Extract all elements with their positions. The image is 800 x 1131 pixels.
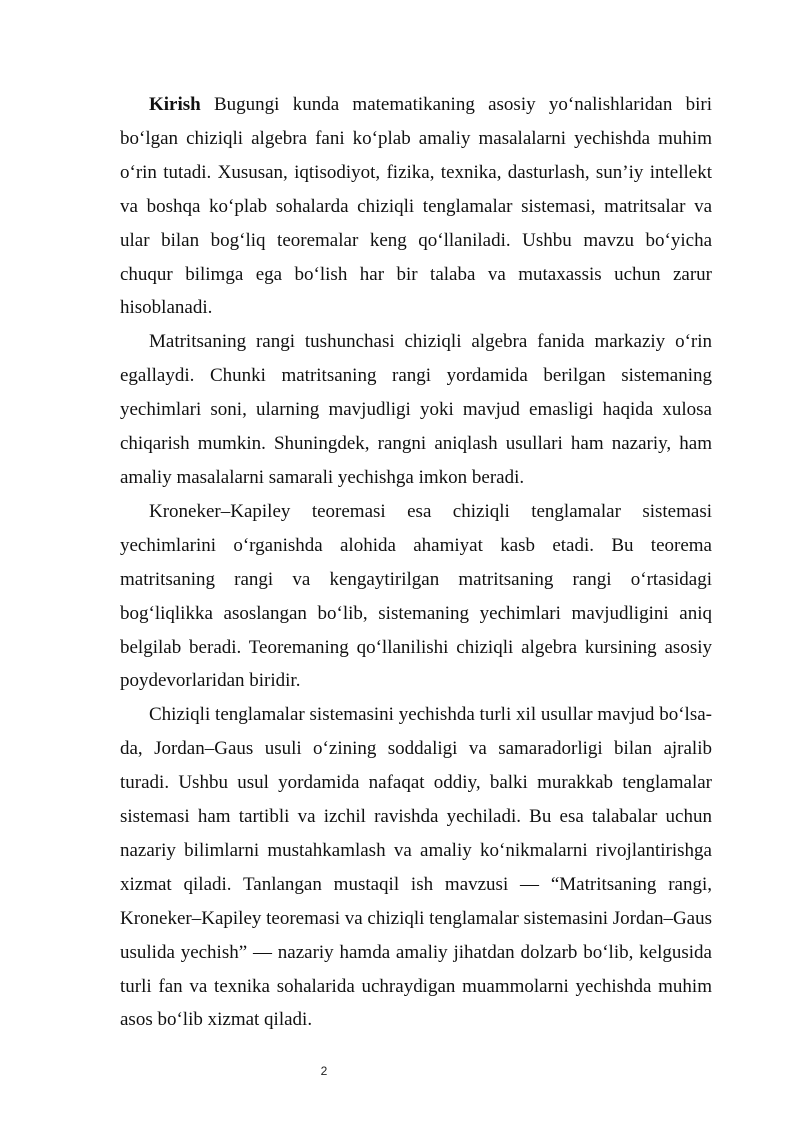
paragraph-matrix-rank: Matritsaning rangi tushunchasi chiziqli algebra fanida markaziy o‘rin egallaydi. Chunki matritsaning rangi yordamida berilgan sistemaning yechimlari soni, ularning mavjudligi yoki mavjud emasligi haqida xulosa chiqarish mumkin. Shuningdek, rangni aniqlash usullari ham nazariy, ham amaliy masalalarni samarali yechishga imkon beradi.: [120, 331, 712, 488]
paragraph-introduction: [120, 88, 712, 325]
paragraph-jordan-gauss: Chiziqli tenglamalar sistemasini yechishda turli xil usullar mavjud bo‘lsa-da, Jordan–Gaus usuli o‘zining soddaligi va samaradorligi bilan ajralib turadi. Ushbu usul yordamida nafaqat oddiy, balki murakkab tenglamalar sistemasi ham tartibli va izchil ravishda yechiladi. Bu esa talabalar uchun nazariy bilimlarni mustahkamlash va amaliy ko‘nikmalarni rivojlantirishga xizmat qiladi. Tanlangan mustaqil ish mavzusi — “Matritsaning rangi, Kroneker–Kapiley teoremasi va chiziqli tenglamalar sistemasini Jordan–Gaus usulida yechish” — nazariy hamda amaliy jihatdan dolzarb bo‘lib, kelgusida turli fan va texnika sohalarida uchraydigan muammolarni yechishda muhim asos bo‘lib xizmat qiladi.: [120, 704, 712, 1031]
document-body: [120, 88, 712, 1037]
introduction-text: Bugungi kunda matematikaning asosiy yo‘nalishlaridan biri bo‘lgan chiziqli algebra fani ko‘plab amaliy masalalarni yechishda muhim o‘rin tutadi. Xususan, iqtisodiyot, fizika, texnika, dasturlash, sun’iy intellekt va boshqa ko‘plab sohalarda chiziqli tenglamalar sistemasi, matritsalar va ular bilan bog‘liq teoremalar keng qo‘llaniladi. Ushbu mavzu bo‘yicha chuqur bilimga ega bo‘lish har bir talaba va mutaxassis uchun zarur hisoblanadi.: [120, 94, 712, 319]
page-number: 2: [320, 1064, 328, 1078]
introduction-heading: Kirish: [149, 94, 201, 115]
paragraph-kronecker-capelli: Kroneker–Kapiley teoremasi esa chiziqli tenglamalar sistemasi yechimlarini o‘rganishda alohida ahamiyat kasb etadi. Bu teorema matritsaning rangi va kengaytirilgan matritsaning rangi o‘rtasidagi bog‘liqlikka asoslangan bo‘lib, sistemaning yechimlari mavjudligini aniq belgilab beradi. Teoremaning qo‘llanilishi chiziqli algebra kursining asosiy poydevorlaridan biridir.: [120, 500, 712, 692]
